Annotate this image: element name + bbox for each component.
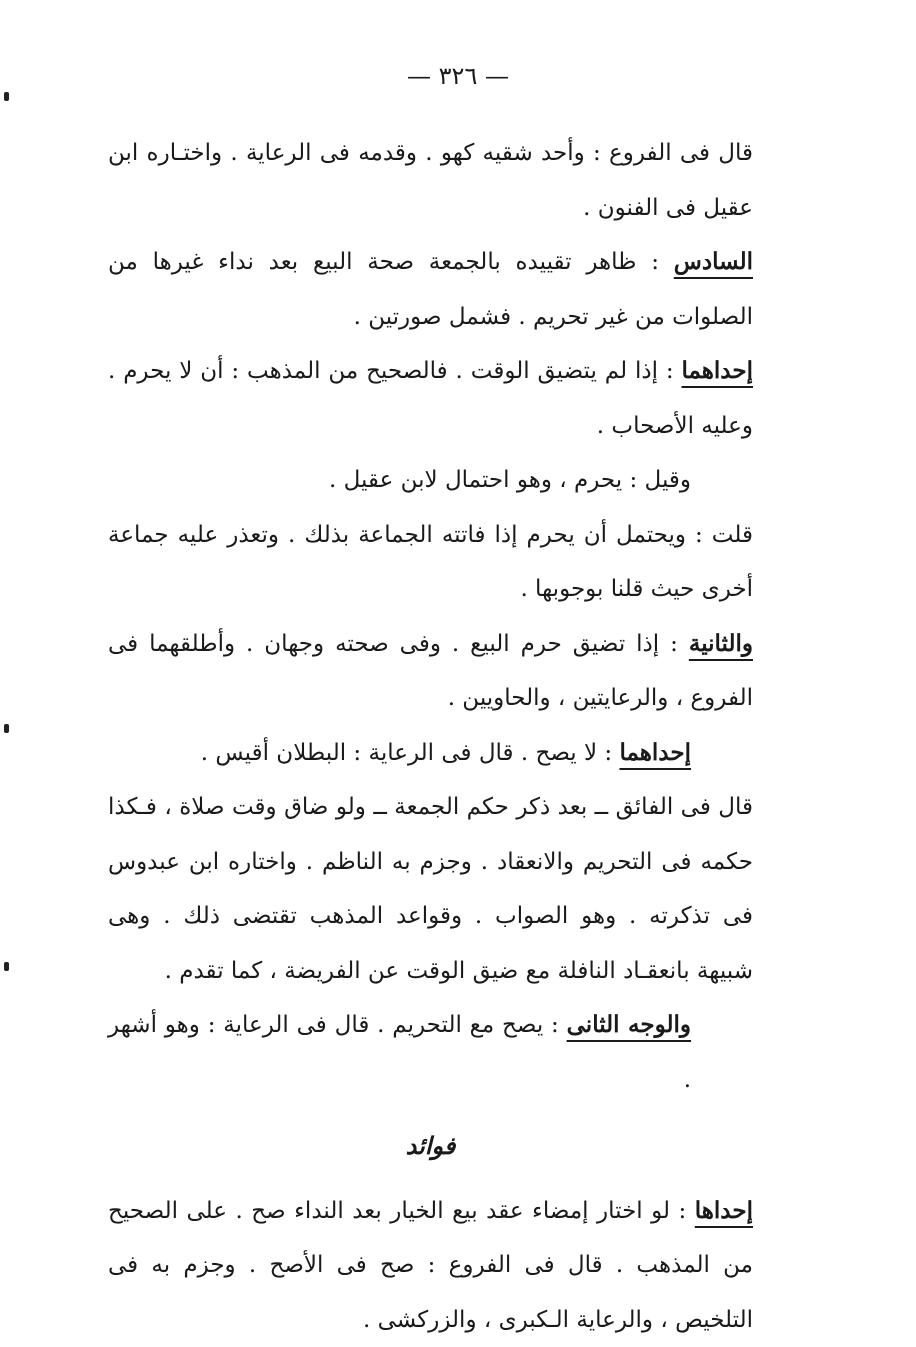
paragraph-2 bbox=[108, 235, 753, 344]
margin-mark bbox=[4, 92, 9, 101]
page-number: — ٣٢٦ — bbox=[0, 62, 916, 90]
paragraph-text: : يصح مع التحريم . قال فى الرعاية : وهو أشهر . bbox=[108, 1012, 691, 1093]
paragraph-text: : ظاهر تقييده بالجمعة صحة البيع بعد نداء غيرها من الصلوات من غير تحريم . فشمل صورتين . bbox=[108, 249, 753, 330]
paragraph-3 bbox=[108, 344, 753, 453]
section-heading: فوائد bbox=[108, 1119, 753, 1174]
paragraph-7 bbox=[108, 726, 753, 781]
paragraph-lead: السادس bbox=[674, 248, 753, 275]
paragraph-lead: إحداهما bbox=[681, 357, 753, 384]
page-body bbox=[108, 126, 753, 1347]
paragraph-text: قلت : ويحتمل أن يحرم إذا فاتته الجماعة بذلك . وتعذر عليه جماعة أخرى حيث قلنا بوجوبها . bbox=[108, 522, 753, 603]
paragraph-text: : إذا لم يتضيق الوقت . فالصحيح من المذهب : أن لا يحرم . وعليه الأصحاب . bbox=[108, 358, 753, 439]
paragraph-lead: إحداهما bbox=[619, 739, 691, 766]
paragraph-8 bbox=[108, 780, 753, 998]
paragraph-text: : لو اختار إمضاء عقد بيع الخيار بعد النداء صح . على الصحيح من المذهب . قال فى الفروع : صح فى الأصح . وجزم به فى التلخيص ، والرعاية الـكبرى ، والزركشى . bbox=[108, 1198, 753, 1333]
section-paragraph-1 bbox=[108, 1184, 753, 1347]
paragraph-text: وقيل : يحرم ، وهو احتمال لابن عقيل . bbox=[329, 467, 691, 493]
paragraph-lead: إحداها bbox=[695, 1197, 753, 1224]
margin-mark bbox=[4, 724, 9, 733]
paragraph-text: : لا يصح . قال فى الرعاية : البطلان أقيس . bbox=[201, 740, 620, 766]
paragraph-4 bbox=[108, 453, 753, 508]
paragraph-text: قال فى الفروع : وأحد شقيه كهو . وقدمه فى الرعاية . واختـاره ابن عقيل فى الفنون . bbox=[108, 140, 753, 221]
paragraph-text: : إذا تضيق حرم البيع . وفى صحته وجهان . وأطلقهما فى الفروع ، والرعايتين ، والحاويين . bbox=[108, 631, 753, 712]
paragraph-text: قال فى الفائق ــ بعد ذكر حكم الجمعة ــ ولو ضاق وقت صلاة ، فـكذا حكمه فى التحريم والانعقاد . وجزم به الناظم . واختاره ابن عبدوس فى تذكرته . وهو الصواب . وقواعد المذهب تقتضى ذلك . وهى شبيهة بانعقـاد النافلة مع ضيق الوقت عن الفريضة ، كما تقدم . bbox=[108, 794, 753, 984]
paragraph-lead: والثانية bbox=[689, 630, 753, 657]
paragraph-5 bbox=[108, 508, 753, 617]
paragraph-lead: والوجه الثانى bbox=[567, 1011, 691, 1038]
paragraph-6 bbox=[108, 617, 753, 726]
paragraph-1 bbox=[108, 126, 753, 235]
paragraph-9 bbox=[108, 998, 753, 1107]
margin-mark bbox=[4, 962, 9, 971]
